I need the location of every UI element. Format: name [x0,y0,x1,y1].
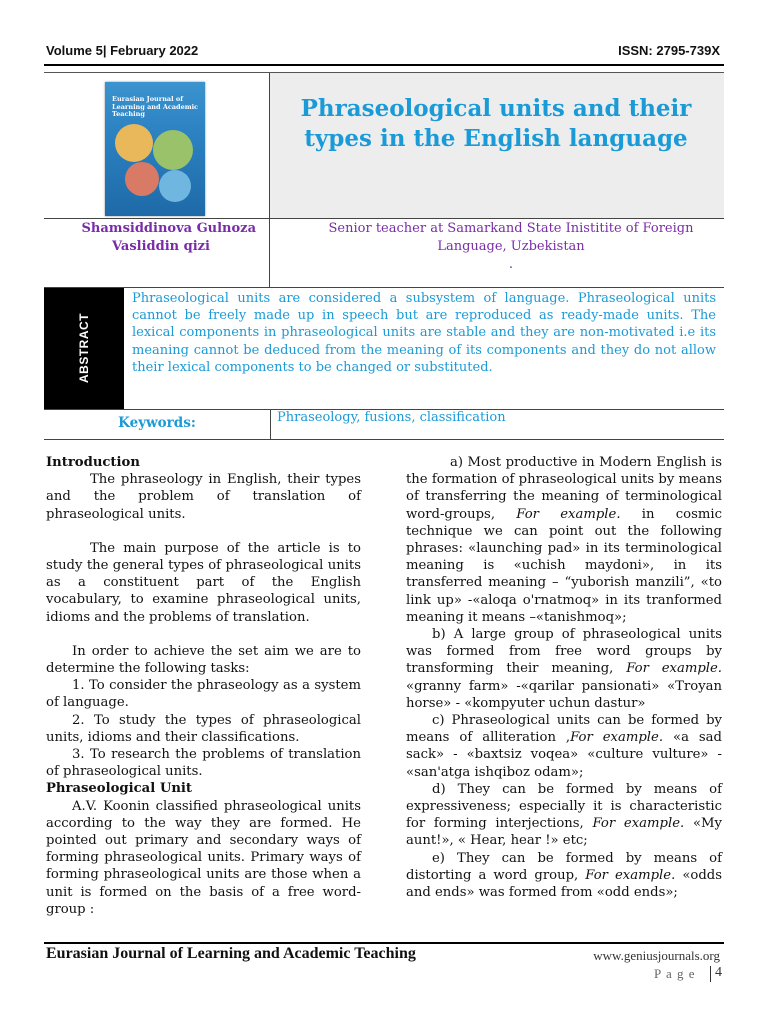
keywords-bottom-rule [44,439,724,440]
task-item: 1. To consider the phraseology as a system of language. [46,678,361,711]
volume-info: Volume 5| February 2022 [46,43,199,58]
author-bottom-rule [44,287,724,288]
title-bottom-rule [44,218,724,219]
footer-journal-title: Eurasian Journal of Learning and Academic Teaching [46,945,416,962]
abstract-label-box [44,288,124,409]
task-item: 2. To study the types of phraseological units, idioms and their classifications. [46,712,361,745]
page-divider [710,966,711,982]
cover-photo [153,130,193,170]
list-item-e: e) They can be formed by means of distorting a word group, For example. «odds and ends» was formed from «odd ends»; [406,850,722,901]
header-rule [44,64,724,66]
list-item-c: c) Phraseological units can be formed by means of alliteration ,For example. «a sad sack» - «baxtsiz voqea» «culture vulture» - «san'atga ishqiboz odam»; [406,713,722,780]
abstract-label: ABSTRACT [77,313,91,383]
footer-url[interactable]: www.geniusjournals.org [593,948,720,963]
right-column [406,454,722,901]
paragraph: In order to achieve the set aim we are to determine the following tasks: [46,643,361,677]
paragraph: The main purpose of the article is to study the general types of phraseological units as a constituent part of the English vocabulary, to examine phraseological units, idioms and the problems of translation. [46,540,361,625]
list-item-b: b) A large group of phraseological units was formed from free word groups by transforming their meaning, For example. «granny farm» -«qarilar pansionati» «Troyan horse» - «kompyuter uchun dastur» [406,627,722,711]
page-label: P a g e [654,966,696,981]
footer-rule [44,942,724,944]
abstract-text: Phraseological units are considered a subsystem of language. Phraseological units cannot be freely made up in speech but are reproduced as ready-made units. The lexical components in phraseological units are stable and they are non-motivated i.e its meaning cannot be deduced from the meaning of its components and they do not allow their lexical components to be changed or substituted. [132,291,716,375]
author-name: Shamsiddinova Gulnoza Vasliddin qizi [81,221,256,254]
section-heading-introduction: Introduction [46,455,140,470]
keywords-label: Keywords: [118,415,196,431]
list-item-a: a) Most productive in Modern English is the formation of phraseological units by means of transferring the meaning of terminological word-groups, For example. in cosmic technique we can point out the following phrases: «launching pad» in its terminological meaning is «uchish maydoni», in its transferred meaning – “yuborish manzili”, «to link up» -«aloqa o'rnatmoq» in its tranformed meaning it means –«tanishmoq»; [406,455,722,625]
task-item: 3. To research the problems of translation of phraseological units. [46,747,361,780]
page-number: 4 [715,965,722,980]
keywords-value: Phraseology, fusions, classification [277,410,506,425]
left-column [46,454,361,918]
issn: ISSN: 2795-739X [618,43,720,58]
paragraph: A.V. Koonin classified phraseological units according to the way they are formed. He pointed out primary and secondary ways of forming phraseological units. Primary ways of forming phraseological units are those when a unit is formed on the basis of a free word-group : [46,798,361,917]
cover-photo [115,124,153,162]
article-title: Phraseological units and their types in the English language [300,95,692,152]
cover-photo [125,162,159,196]
cover-journal-title: Eurasian Journal of Learning and Academic Teaching [112,95,199,118]
paragraph: The phraseology in English, their types and the problem of translation of phraseological units. [46,472,361,522]
cover-photo [159,170,191,202]
keywords-divider [270,409,271,439]
section-heading-phraseological-unit: Phraseological Unit [46,781,193,797]
journal-cover-image [105,82,205,216]
list-item-d: d) They can be formed by means of expressiveness; especially it is characteristic for forming interjections, For example. «My aunt!», « Hear, hear !» etc; [406,781,722,849]
author-affiliation: Senior teacher at Samarkand State Inistitite of Foreign Language, Uzbekistan . [328,221,694,272]
